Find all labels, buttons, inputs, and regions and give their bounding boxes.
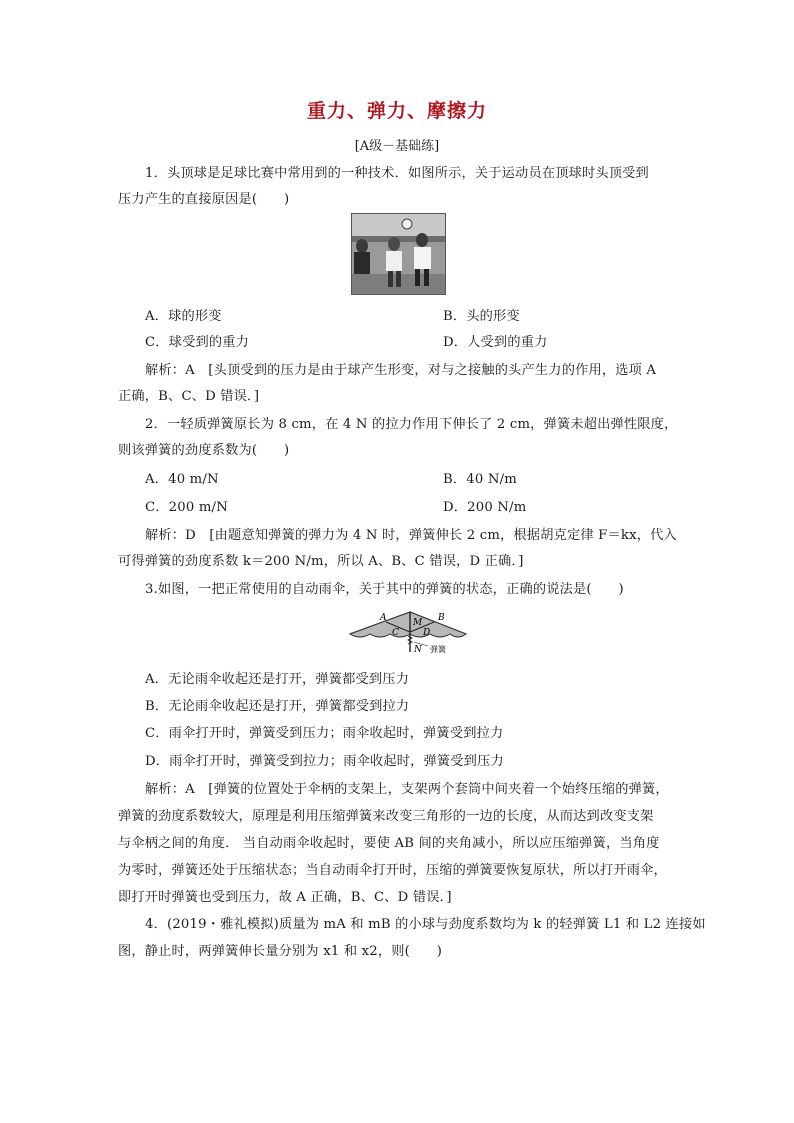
q2-line1: 2．一轻质弹簧原长为 8 cm，在 4 N 的拉力作用下伸长了 2 cm，弹簧未超出弹性限度， [145, 417, 678, 432]
q2-analysis-line2: 可得弹簧的劲度系数 k＝200 N/m，所以 A、B、C 错误，D 正确．] [118, 554, 524, 569]
q3-analysis-line4: 为零时，弹簧还处于压缩状态；当自动雨伞打开时，压缩的弹簧要恢复原状，所以打开雨伞， [118, 863, 667, 878]
q3-analysis-line5: 即打开时弹簧也受到压力，故 A 正确，B、C、D 错误．] [118, 890, 452, 905]
umbrella-label-c: C [392, 628, 399, 638]
q1-option-a: A．球的形变 [145, 309, 222, 324]
umbrella-label-n: N [414, 645, 422, 655]
q3-option-d: D．雨伞打开时，弹簧受到拉力；雨伞收起时，弹簧受到压力 [145, 754, 504, 769]
umbrella-label-a: A [380, 613, 387, 623]
umbrella-label-m: M [413, 618, 423, 628]
q4-line2: 图，静止时，两弹簧伸长量分别为 x1 和 x2，则( ) [118, 944, 443, 959]
q2-option-c: C．200 m/N [145, 500, 228, 515]
q3-analysis-line1: 解析：A [弹簧的位置处于伞柄的支架上，支架两个套筒中间夹着一个始终压缩的弹簧， [145, 782, 669, 797]
q3-option-c: C．雨伞打开时，弹簧受到压力；雨伞收起时，弹簧受到拉力 [145, 726, 504, 741]
q4-line1: 4．(2019・雅礼模拟)质量为 mA 和 mB 的小球与劲度系数均为 k 的轻弹簧 L1 和 L2 连接如 [145, 917, 706, 932]
q2-option-d: D．200 N/m [443, 500, 527, 515]
umbrella-label-d: D [423, 628, 431, 638]
q2-line2: 则该弹簧的劲度系数为( ) [118, 443, 290, 458]
umbrella-label-spring: 弹簧 [430, 645, 446, 654]
q1-option-b: B．头的形变 [443, 309, 520, 324]
q3-option-a: A．无论雨伞收起还是打开，弹簧都受到压力 [145, 672, 410, 687]
q1-line1: 1．头顶球是足球比赛中常用到的一种技术．如图所示，关于运动员在顶球时头顶受到 [145, 166, 649, 181]
page-title: 重力、弹力、摩擦力 [306, 100, 487, 122]
q1-option-c: C．球受到的重力 [145, 335, 250, 350]
section-label: [A级－基础练] [354, 139, 440, 154]
q2-option-b: B．40 N/m [443, 472, 517, 487]
q3-analysis-line2: 弹簧的劲度系数较大，原理是利用压缩弹簧来改变三角形的一边的长度，从而达到改变支架 [118, 809, 654, 824]
q3-option-b: B．无论雨伞收起还是打开，弹簧都受到拉力 [145, 699, 410, 714]
q1-line2: 压力产生的直接原因是( ) [118, 192, 290, 207]
q3-analysis-line3: 与伞柄之间的角度． 当自动雨伞收起时，要使 AB 间的夹角减小，所以应压缩弹簧，当角度 [118, 836, 660, 851]
umbrella-label-b: B [438, 613, 445, 623]
football-photo [351, 213, 446, 295]
q1-option-d: D．人受到的重力 [443, 335, 548, 350]
q2-option-a: A．40 m/N [145, 472, 219, 487]
umbrella-figure [348, 608, 468, 656]
umbrella-diagram [348, 608, 468, 656]
q1-analysis-line2: 正确，B、C、D 错误．] [118, 389, 260, 404]
q1-analysis-line1: 解析：A [头顶受到的压力是由于球产生形变，对与之接触的头产生力的作用，选项 A [145, 363, 657, 378]
q3-line1: 3.如图，一把正常使用的自动雨伞，关于其中的弹簧的状态，正确的说法是( ) [145, 582, 624, 597]
q2-analysis-line1: 解析：D [由题意知弹簧的弹力为 4 N 时，弹簧伸长 2 cm，根据胡克定律 F＝kx，代入 [145, 528, 677, 543]
football-photo-image [352, 214, 445, 294]
